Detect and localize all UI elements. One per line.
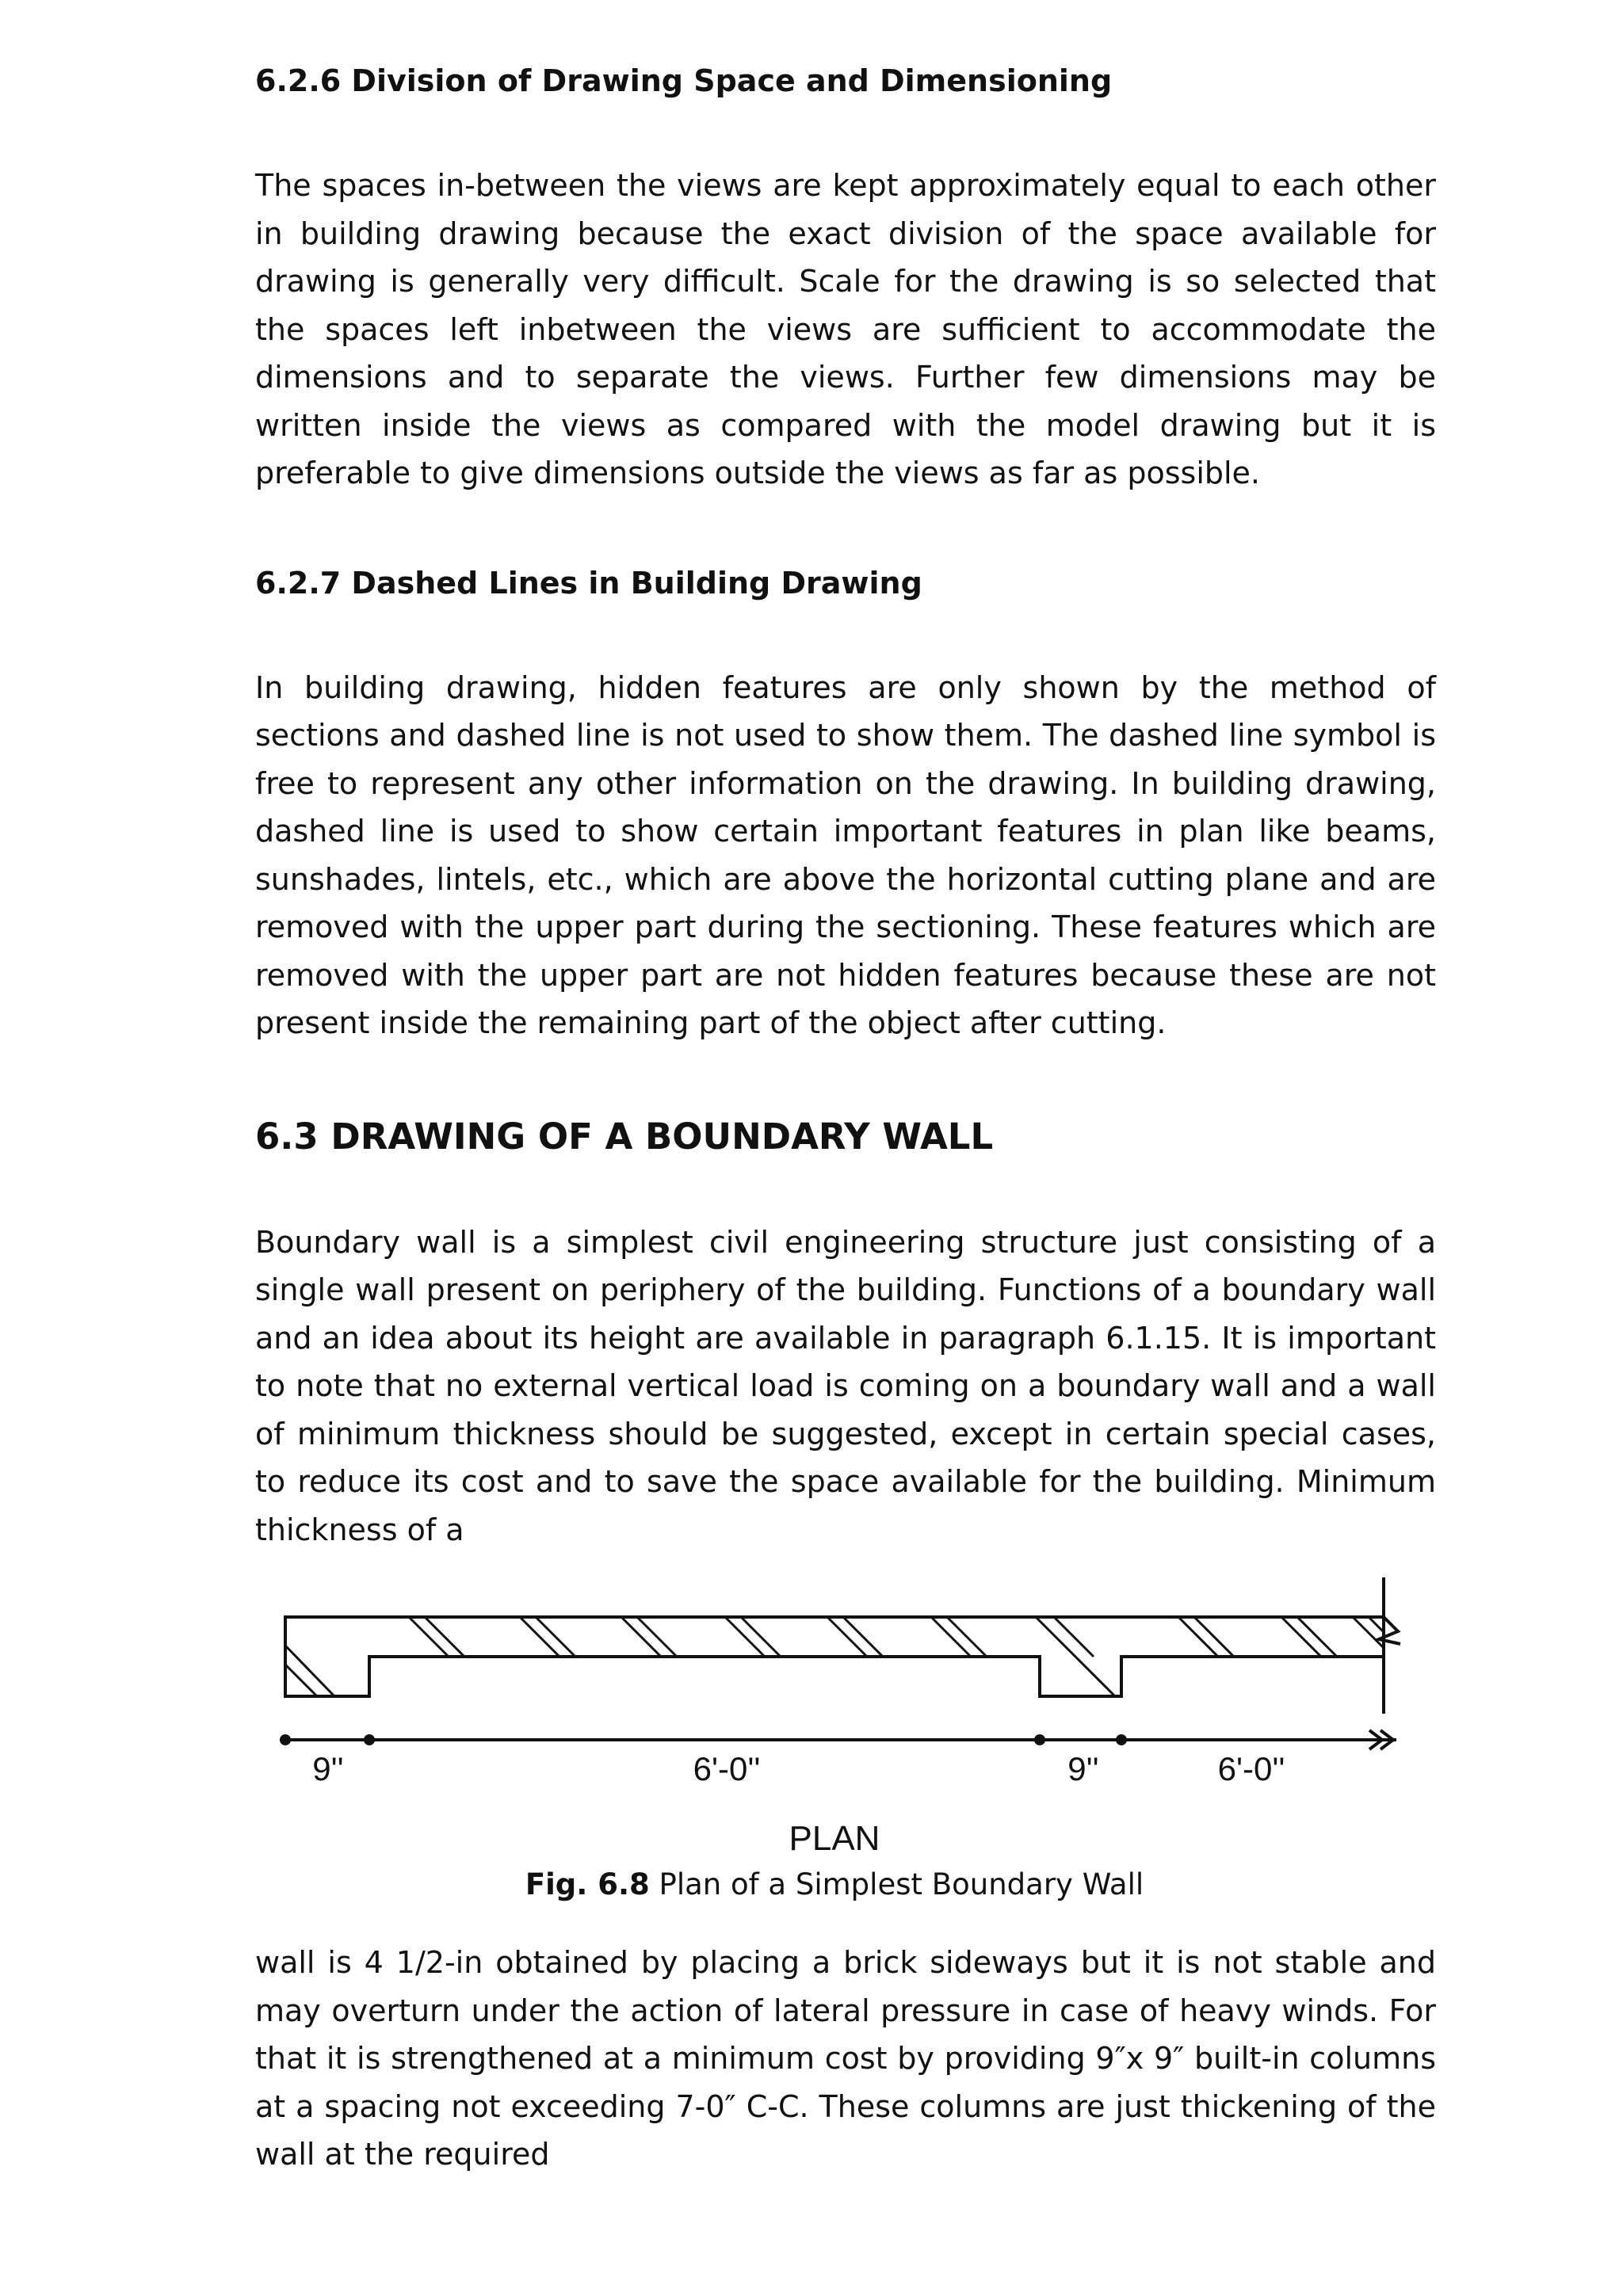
- page-content: [255, 55, 1436, 2179]
- dimension-label-bay-1: 6'-0'': [693, 1750, 761, 1787]
- dimension-tick: [280, 1734, 291, 1745]
- wall-outline: [285, 1617, 1384, 1696]
- figure-boundary-wall-plan: [255, 1577, 1436, 1910]
- dimension-label-pilaster-1: 9'': [312, 1750, 344, 1787]
- dimension-label-pilaster-2: 9'': [1067, 1750, 1099, 1787]
- figure-caption: [255, 1867, 1414, 1901]
- section-heading-6-3: 6.3 DRAWING OF A BOUNDARY WALL: [255, 1115, 994, 1158]
- paragraph-drawing-space: The spaces in-between the views are kept approximately equal to each other in building drawing because the exact division of the space available for drawing is generally very difficult. Scale for the drawing is so selected that the spaces left inbetween the views are sufficient to accommodate the dimensions and to separate the views. Further few dimensions may be written inside the views as compared with the model drawing but it is preferable to give dimensions outside the views as far as possible.: [255, 168, 1436, 490]
- section-heading-6-2-7: 6.2.7 Dashed Lines in Building Drawing: [255, 565, 922, 601]
- dimension-tick: [364, 1734, 375, 1745]
- dimension-label-bay-2: 6'-0'': [1217, 1750, 1285, 1787]
- dimension-tick: [1116, 1734, 1127, 1745]
- paragraph-boundary-wall: Boundary wall is a simplest civil engineering structure just consisting of a single wall present on periphery of the building. Functions of a boundary wall and an idea about its height are available in paragraph 6.1.15. It is important to note that no external vertical load is coming on a boundary wall and a wall of minimum thickness should be suggested, except in certain special cases, to reduce its cost and to save the space available for the building. Minimum thickness of a: [255, 1224, 1436, 1547]
- paragraph-dashed-lines: In building drawing, hidden features are only shown by the method of sections and dashed line is not used to show them. The dashed line symbol is free to represent any other information on the drawing. In building drawing, dashed line is used to show certain important features in plan like beams, sunshades, lintels, etc., which are above the horizontal cutting plane and are removed with the upper part during the sectioning. These features which are removed with the upper part are not hidden features because these are not present inside the remaining part of the object after cutting.: [255, 669, 1436, 1040]
- plan-title: PLAN: [789, 1819, 880, 1858]
- dimension-tick: [1034, 1734, 1045, 1745]
- plan-drawing: [255, 1577, 1436, 1815]
- figure-caption-text: Plan of a Simplest Boundary Wall: [659, 1867, 1144, 1901]
- paragraph-wall-thickness: wall is 4 1/2-in obtained by placing a brick sideways but it is not stable and may overturn under the action of lateral pressure in case of heavy winds. For that it is strengthened at a minimum cost by providing 9″x 9″ built-in columns at a spacing not exceeding 7-0″ C-C. These columns are just thickening of the wall at the required: [255, 1945, 1436, 2172]
- figure-number: Fig. 6.8: [525, 1867, 650, 1901]
- section-heading-6-2-6: 6.2.6 Division of Drawing Space and Dimensioning: [255, 63, 1113, 98]
